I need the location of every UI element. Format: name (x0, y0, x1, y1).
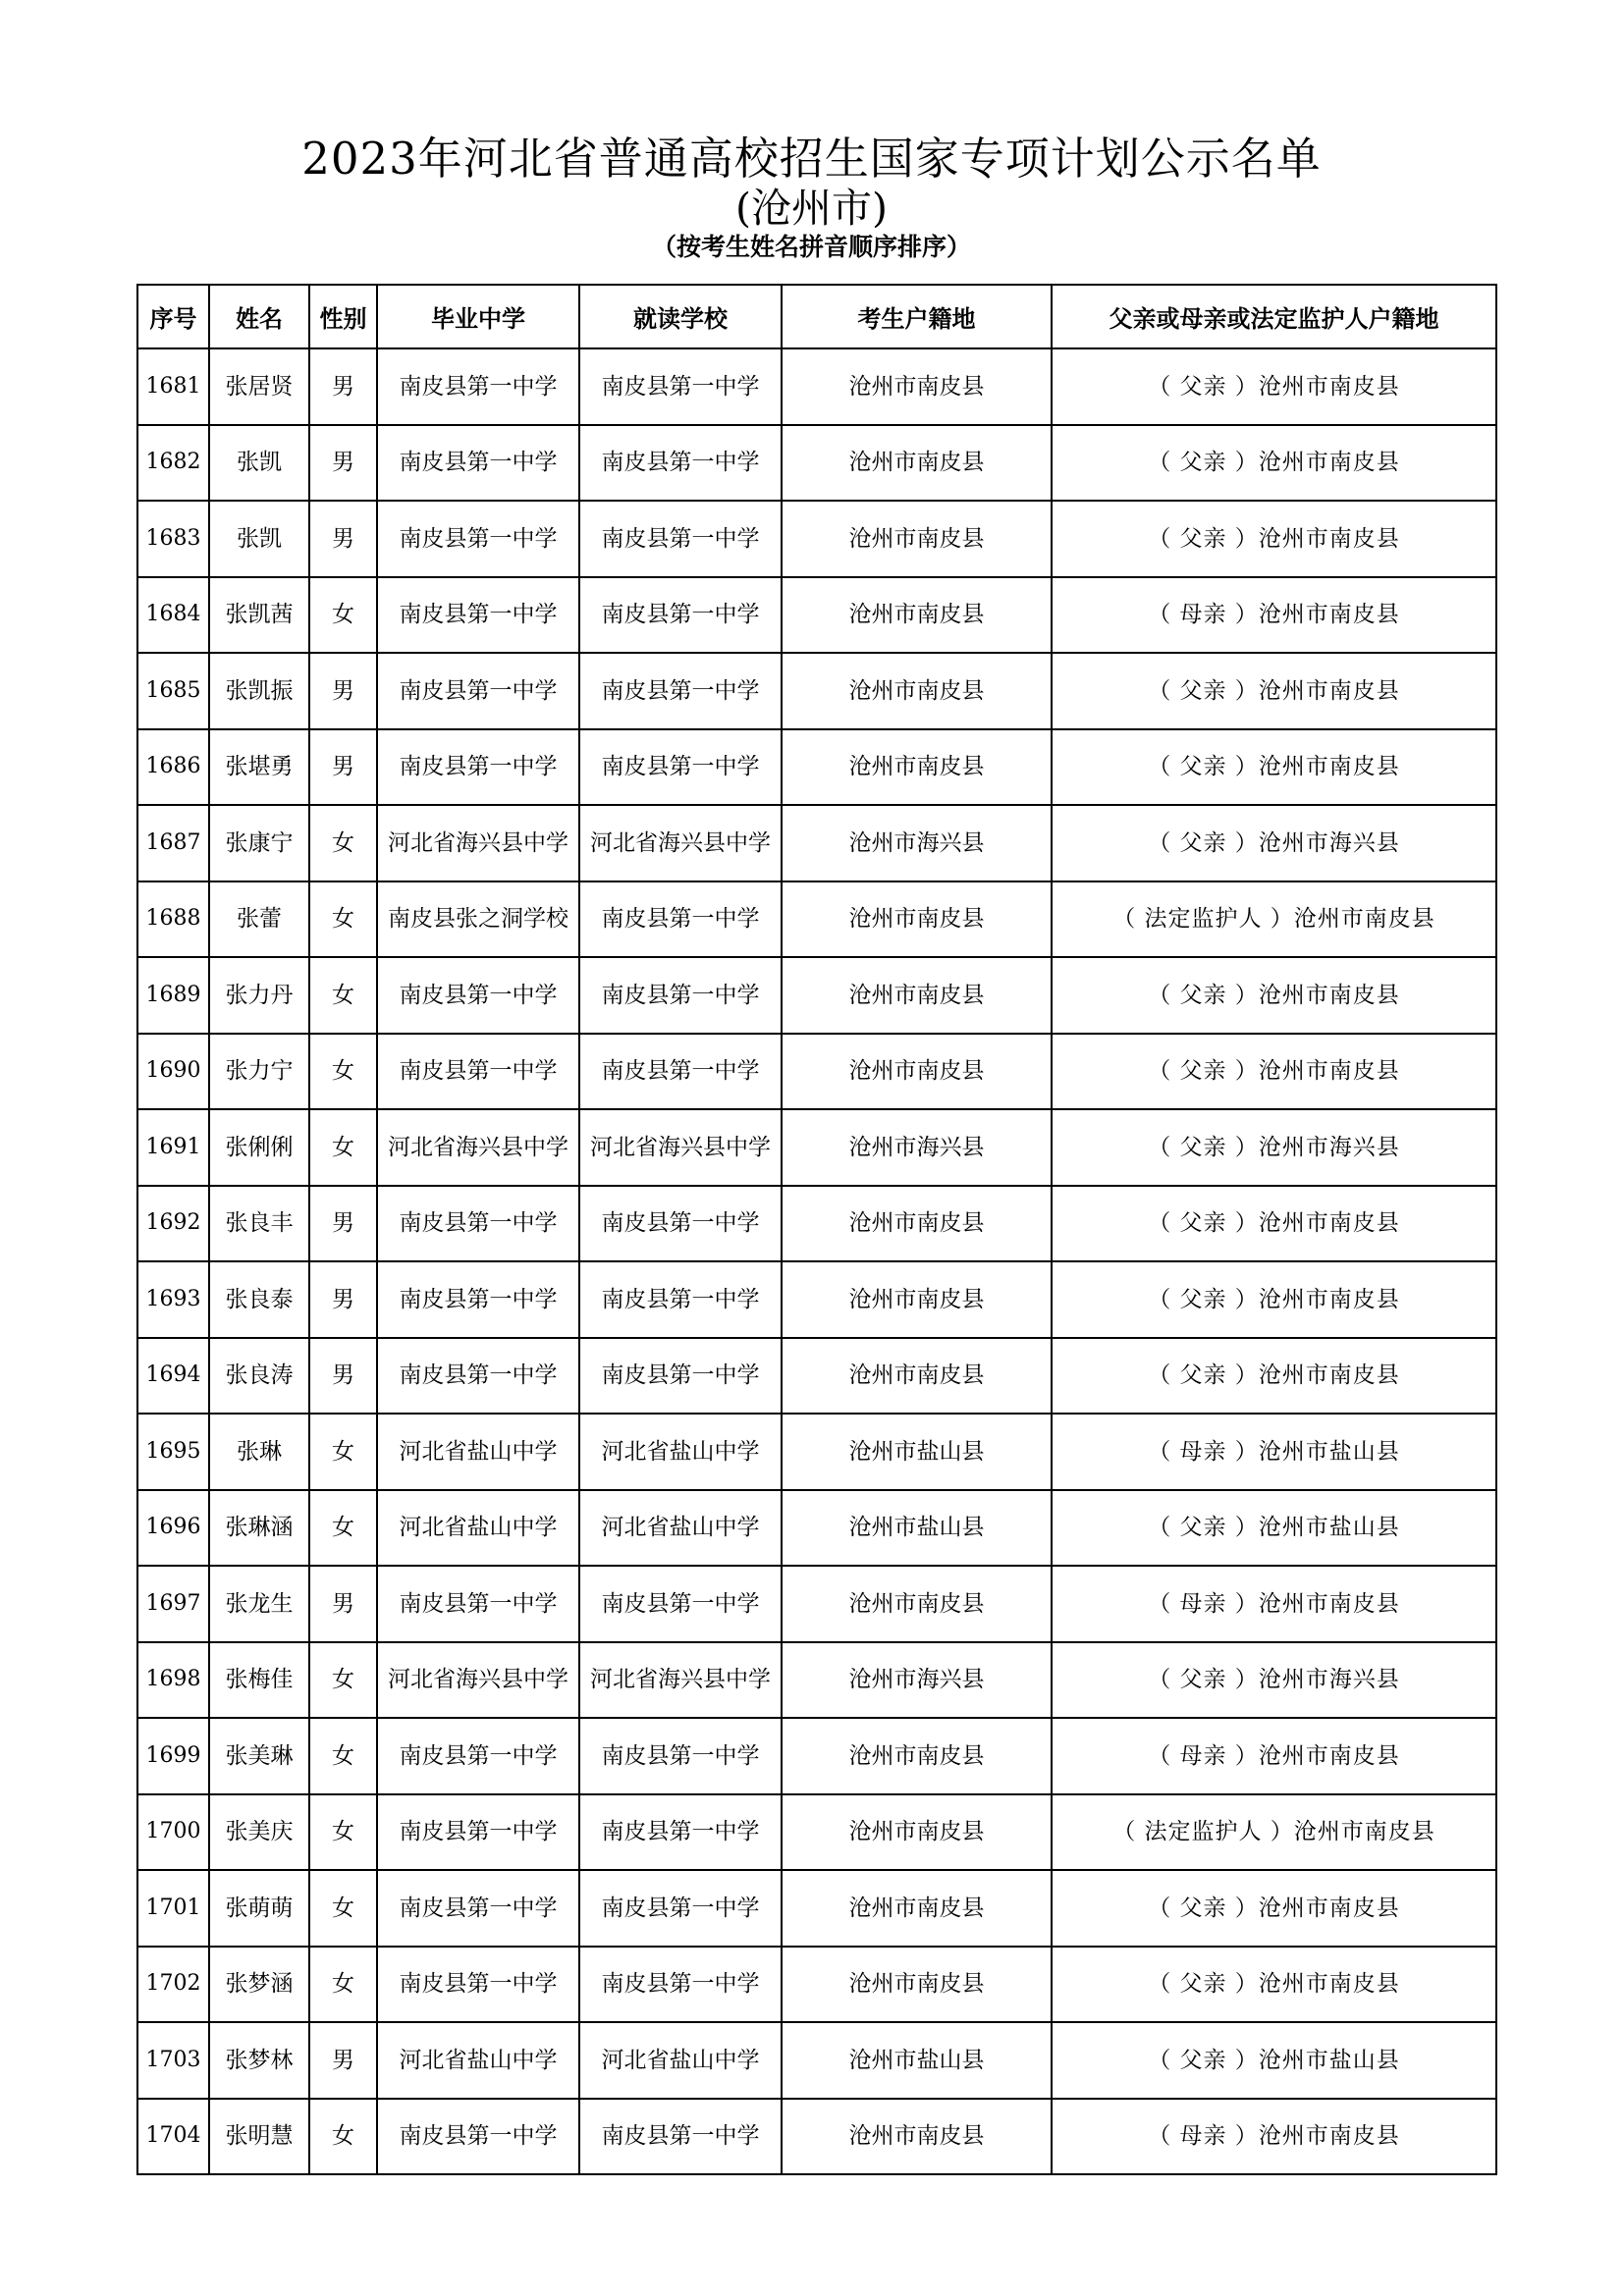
cell-current-school: 南皮县第一中学 (579, 1034, 782, 1110)
cell-name: 张俐俐 (209, 1109, 309, 1186)
cell-hukou: 沧州市南皮县 (782, 1794, 1052, 1871)
cell-hukou: 沧州市海兴县 (782, 1109, 1052, 1186)
cell-hukou: 沧州市海兴县 (782, 805, 1052, 881)
cell-name: 张良丰 (209, 1186, 309, 1262)
cell-hukou: 沧州市南皮县 (782, 1947, 1052, 2023)
cell-name: 张蕾 (209, 881, 309, 958)
cell-hukou: 沧州市盐山县 (782, 2022, 1052, 2099)
cell-grad-school: 南皮县第一中学 (377, 425, 579, 502)
cell-hukou: 沧州市南皮县 (782, 957, 1052, 1034)
cell-sex: 女 (309, 577, 377, 654)
cell-hukou: 沧州市南皮县 (782, 2099, 1052, 2175)
cell-current-school: 南皮县第一中学 (579, 1261, 782, 1338)
table-row (137, 1186, 1496, 1262)
cell-parent-hukou: （ 父亲 ）沧州市南皮县 (1052, 348, 1496, 425)
cell-grad-school: 南皮县第一中学 (377, 1338, 579, 1415)
cell-grad-school: 南皮县第一中学 (377, 577, 579, 654)
page-title: 2023年河北省普通高校招生国家专项计划公示名单 (301, 133, 1322, 185)
cell-name: 张凯振 (209, 653, 309, 729)
cell-sex: 女 (309, 1490, 377, 1567)
header-current-school: 就读学校 (579, 285, 782, 348)
cell-current-school: 南皮县第一中学 (579, 957, 782, 1034)
table-row (137, 425, 1496, 502)
table-row (137, 1642, 1496, 1719)
cell-name: 张美琳 (209, 1718, 309, 1794)
cell-sex: 女 (309, 2099, 377, 2175)
cell-current-school: 南皮县第一中学 (579, 1338, 782, 1415)
cell-name: 张梦林 (209, 2022, 309, 2099)
cell-no: 1683 (137, 501, 209, 577)
cell-name: 张良涛 (209, 1338, 309, 1415)
cell-current-school: 南皮县第一中学 (579, 1718, 782, 1794)
table-row (137, 2022, 1496, 2099)
cell-sex: 女 (309, 1034, 377, 1110)
table-row (137, 2099, 1496, 2175)
cell-name: 张凯 (209, 425, 309, 502)
table-row (137, 501, 1496, 577)
cell-no: 1689 (137, 957, 209, 1034)
table-row (137, 577, 1496, 654)
cell-parent-hukou: （ 父亲 ）沧州市南皮县 (1052, 1034, 1496, 1110)
cell-no: 1702 (137, 1947, 209, 2023)
header-no: 序号 (137, 285, 209, 348)
cell-sex: 男 (309, 1186, 377, 1262)
cell-current-school: 南皮县第一中学 (579, 1186, 782, 1262)
cell-no: 1699 (137, 1718, 209, 1794)
cell-sex: 女 (309, 1947, 377, 2023)
cell-grad-school: 南皮县第一中学 (377, 653, 579, 729)
cell-current-school: 河北省盐山中学 (579, 2022, 782, 2099)
page-subtitle: (沧州市) (735, 185, 888, 232)
table-row (137, 1794, 1496, 1871)
cell-sex: 男 (309, 653, 377, 729)
cell-current-school: 南皮县第一中学 (579, 1794, 782, 1871)
cell-parent-hukou: （ 母亲 ）沧州市盐山县 (1052, 1414, 1496, 1490)
cell-no: 1704 (137, 2099, 209, 2175)
cell-current-school: 南皮县第一中学 (579, 577, 782, 654)
table-row (137, 1338, 1496, 1415)
cell-grad-school: 南皮县第一中学 (377, 957, 579, 1034)
table-row (137, 881, 1496, 958)
cell-grad-school: 南皮县第一中学 (377, 1566, 579, 1642)
cell-parent-hukou: （ 法定监护人 ）沧州市南皮县 (1052, 881, 1496, 958)
cell-grad-school: 南皮县第一中学 (377, 1261, 579, 1338)
cell-sex: 女 (309, 1414, 377, 1490)
cell-parent-hukou: （ 父亲 ）沧州市南皮县 (1052, 1186, 1496, 1262)
cell-sex: 女 (309, 1794, 377, 1871)
cell-name: 张琳涵 (209, 1490, 309, 1567)
sort-note: （按考生姓名拼音顺序排序） (651, 233, 971, 261)
cell-hukou: 沧州市南皮县 (782, 1186, 1052, 1262)
cell-no: 1686 (137, 729, 209, 806)
cell-current-school: 河北省海兴县中学 (579, 1109, 782, 1186)
cell-current-school: 南皮县第一中学 (579, 425, 782, 502)
cell-name: 张堪勇 (209, 729, 309, 806)
cell-sex: 女 (309, 1718, 377, 1794)
header-grad-school: 毕业中学 (377, 285, 579, 348)
cell-current-school: 河北省盐山中学 (579, 1490, 782, 1567)
cell-parent-hukou: （ 父亲 ）沧州市盐山县 (1052, 2022, 1496, 2099)
cell-parent-hukou: （ 母亲 ）沧州市南皮县 (1052, 577, 1496, 654)
cell-parent-hukou: （ 母亲 ）沧州市南皮县 (1052, 1566, 1496, 1642)
cell-sex: 男 (309, 501, 377, 577)
cell-sex: 女 (309, 881, 377, 958)
cell-hukou: 沧州市南皮县 (782, 1338, 1052, 1415)
cell-grad-school: 南皮县第一中学 (377, 729, 579, 806)
cell-current-school: 南皮县第一中学 (579, 653, 782, 729)
cell-parent-hukou: （ 父亲 ）沧州市南皮县 (1052, 1870, 1496, 1947)
cell-sex: 女 (309, 957, 377, 1034)
cell-sex: 女 (309, 1870, 377, 1947)
cell-grad-school: 南皮县第一中学 (377, 348, 579, 425)
header-parent-hukou: 父亲或母亲或法定监护人户籍地 (1052, 285, 1496, 348)
table-row (137, 1109, 1496, 1186)
table-row (137, 805, 1496, 881)
cell-grad-school: 南皮县第一中学 (377, 2099, 579, 2175)
cell-name: 张美庆 (209, 1794, 309, 1871)
cell-current-school: 南皮县第一中学 (579, 1870, 782, 1947)
cell-name: 张凯 (209, 501, 309, 577)
cell-name: 张萌萌 (209, 1870, 309, 1947)
cell-hukou: 沧州市南皮县 (782, 1261, 1052, 1338)
cell-parent-hukou: （ 母亲 ）沧州市南皮县 (1052, 2099, 1496, 2175)
cell-sex: 男 (309, 348, 377, 425)
header-name: 姓名 (209, 285, 309, 348)
cell-no: 1691 (137, 1109, 209, 1186)
cell-no: 1703 (137, 2022, 209, 2099)
cell-no: 1681 (137, 348, 209, 425)
cell-name: 张康宁 (209, 805, 309, 881)
cell-name: 张凯茜 (209, 577, 309, 654)
cell-no: 1688 (137, 881, 209, 958)
cell-name: 张力丹 (209, 957, 309, 1034)
cell-grad-school: 南皮县第一中学 (377, 1186, 579, 1262)
cell-grad-school: 河北省盐山中学 (377, 2022, 579, 2099)
cell-current-school: 南皮县第一中学 (579, 729, 782, 806)
table-row (137, 1414, 1496, 1490)
cell-hukou: 沧州市南皮县 (782, 729, 1052, 806)
cell-sex: 女 (309, 1109, 377, 1186)
cell-name: 张居贤 (209, 348, 309, 425)
cell-grad-school: 南皮县第一中学 (377, 1794, 579, 1871)
cell-parent-hukou: （ 父亲 ）沧州市南皮县 (1052, 729, 1496, 806)
table-row (137, 1947, 1496, 2023)
cell-no: 1695 (137, 1414, 209, 1490)
cell-hukou: 沧州市南皮县 (782, 501, 1052, 577)
cell-name: 张龙生 (209, 1566, 309, 1642)
admission-list-table (136, 284, 1497, 2175)
cell-grad-school: 河北省海兴县中学 (377, 1109, 579, 1186)
cell-name: 张明慧 (209, 2099, 309, 2175)
cell-name: 张良泰 (209, 1261, 309, 1338)
cell-no: 1693 (137, 1261, 209, 1338)
table-row (137, 1490, 1496, 1567)
cell-hukou: 沧州市海兴县 (782, 1642, 1052, 1719)
table-row (137, 1261, 1496, 1338)
cell-name: 张琳 (209, 1414, 309, 1490)
cell-parent-hukou: （ 法定监护人 ）沧州市南皮县 (1052, 1794, 1496, 1871)
cell-hukou: 沧州市南皮县 (782, 881, 1052, 958)
cell-grad-school: 南皮县第一中学 (377, 1947, 579, 2023)
cell-sex: 男 (309, 425, 377, 502)
cell-hukou: 沧州市南皮县 (782, 425, 1052, 502)
cell-current-school: 南皮县第一中学 (579, 348, 782, 425)
cell-grad-school: 南皮县第一中学 (377, 1870, 579, 1947)
cell-no: 1697 (137, 1566, 209, 1642)
cell-grad-school: 南皮县第一中学 (377, 1718, 579, 1794)
cell-parent-hukou: （ 父亲 ）沧州市南皮县 (1052, 653, 1496, 729)
cell-hukou: 沧州市南皮县 (782, 1034, 1052, 1110)
cell-no: 1701 (137, 1870, 209, 1947)
cell-no: 1682 (137, 425, 209, 502)
cell-grad-school: 河北省盐山中学 (377, 1414, 579, 1490)
cell-parent-hukou: （ 父亲 ）沧州市海兴县 (1052, 805, 1496, 881)
cell-name: 张力宁 (209, 1034, 309, 1110)
cell-parent-hukou: （ 父亲 ）沧州市海兴县 (1052, 1109, 1496, 1186)
table-row (137, 1870, 1496, 1947)
cell-current-school: 南皮县第一中学 (579, 1947, 782, 2023)
cell-parent-hukou: （ 父亲 ）沧州市南皮县 (1052, 957, 1496, 1034)
cell-hukou: 沧州市南皮县 (782, 1870, 1052, 1947)
cell-grad-school: 河北省海兴县中学 (377, 1642, 579, 1719)
cell-current-school: 南皮县第一中学 (579, 501, 782, 577)
header-hukou: 考生户籍地 (782, 285, 1052, 348)
table-row (137, 653, 1496, 729)
cell-no: 1694 (137, 1338, 209, 1415)
cell-no: 1687 (137, 805, 209, 881)
cell-no: 1698 (137, 1642, 209, 1719)
cell-no: 1692 (137, 1186, 209, 1262)
table-row (137, 729, 1496, 806)
cell-parent-hukou: （ 父亲 ）沧州市南皮县 (1052, 425, 1496, 502)
cell-current-school: 河北省海兴县中学 (579, 1642, 782, 1719)
cell-current-school: 南皮县第一中学 (579, 1566, 782, 1642)
cell-hukou: 沧州市南皮县 (782, 653, 1052, 729)
cell-current-school: 南皮县第一中学 (579, 881, 782, 958)
cell-sex: 男 (309, 1261, 377, 1338)
cell-current-school: 河北省海兴县中学 (579, 805, 782, 881)
cell-grad-school: 河北省盐山中学 (377, 1490, 579, 1567)
cell-hukou: 沧州市盐山县 (782, 1490, 1052, 1567)
cell-hukou: 沧州市盐山县 (782, 1414, 1052, 1490)
cell-no: 1684 (137, 577, 209, 654)
cell-parent-hukou: （ 父亲 ）沧州市南皮县 (1052, 1261, 1496, 1338)
cell-parent-hukou: （ 父亲 ）沧州市南皮县 (1052, 1338, 1496, 1415)
cell-sex: 女 (309, 1642, 377, 1719)
table-row (137, 348, 1496, 425)
cell-parent-hukou: （ 父亲 ）沧州市南皮县 (1052, 501, 1496, 577)
cell-sex: 男 (309, 2022, 377, 2099)
cell-parent-hukou: （ 母亲 ）沧州市南皮县 (1052, 1718, 1496, 1794)
cell-sex: 男 (309, 1566, 377, 1642)
cell-hukou: 沧州市南皮县 (782, 348, 1052, 425)
cell-parent-hukou: （ 父亲 ）沧州市南皮县 (1052, 1947, 1496, 2023)
table-row (137, 957, 1496, 1034)
cell-sex: 女 (309, 805, 377, 881)
cell-parent-hukou: （ 父亲 ）沧州市盐山县 (1052, 1490, 1496, 1567)
cell-hukou: 沧州市南皮县 (782, 1566, 1052, 1642)
cell-grad-school: 南皮县第一中学 (377, 1034, 579, 1110)
cell-grad-school: 南皮县张之洞学校 (377, 881, 579, 958)
cell-no: 1690 (137, 1034, 209, 1110)
cell-sex: 男 (309, 1338, 377, 1415)
table-row (137, 1718, 1496, 1794)
cell-parent-hukou: （ 父亲 ）沧州市海兴县 (1052, 1642, 1496, 1719)
header-sex: 性别 (309, 285, 377, 348)
cell-grad-school: 河北省海兴县中学 (377, 805, 579, 881)
table-row (137, 1034, 1496, 1110)
cell-current-school: 南皮县第一中学 (579, 2099, 782, 2175)
cell-no: 1696 (137, 1490, 209, 1567)
cell-no: 1685 (137, 653, 209, 729)
table-header-row (137, 285, 1496, 348)
table-row (137, 1566, 1496, 1642)
cell-sex: 男 (309, 729, 377, 806)
cell-hukou: 沧州市南皮县 (782, 1718, 1052, 1794)
cell-name: 张梦涵 (209, 1947, 309, 2023)
cell-no: 1700 (137, 1794, 209, 1871)
cell-name: 张梅佳 (209, 1642, 309, 1719)
cell-hukou: 沧州市南皮县 (782, 577, 1052, 654)
cell-grad-school: 南皮县第一中学 (377, 501, 579, 577)
cell-current-school: 河北省盐山中学 (579, 1414, 782, 1490)
